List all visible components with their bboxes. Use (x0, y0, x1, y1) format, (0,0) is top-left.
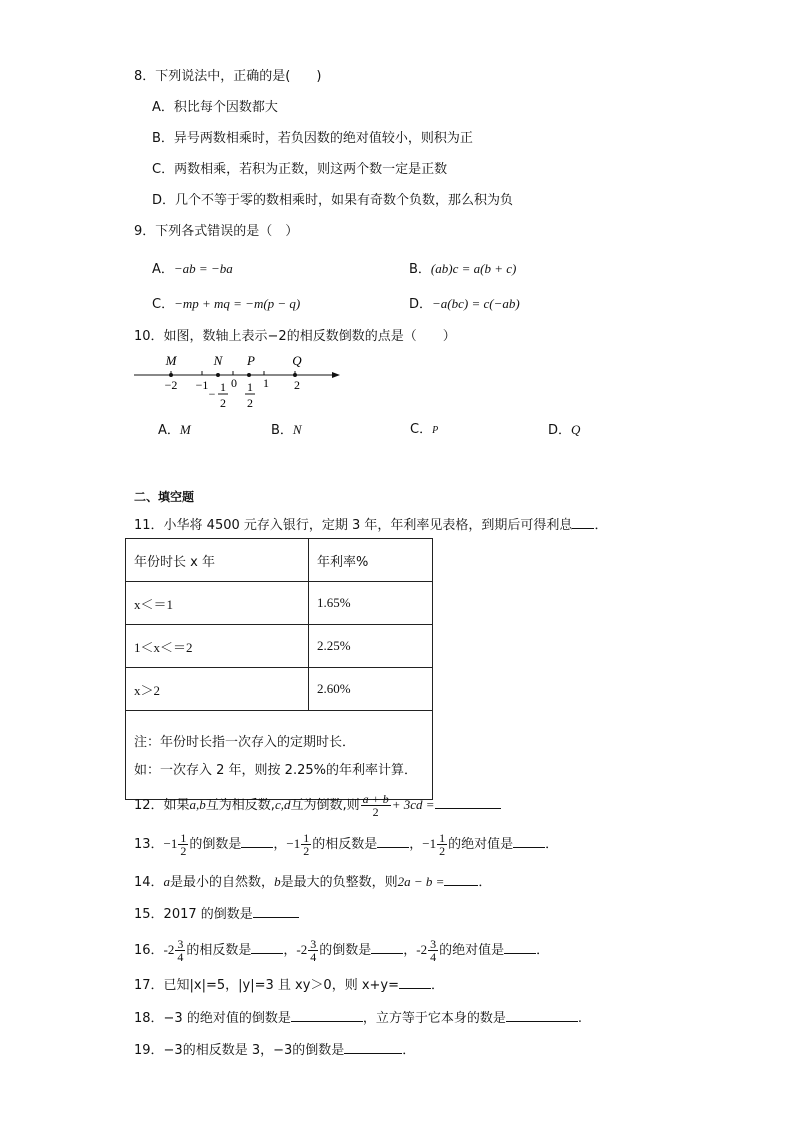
q13-fraction-3 (437, 832, 447, 857)
q12-text-2: 互为相反数, (205, 798, 275, 813)
half-den: 2 (247, 396, 253, 410)
q13-text-1: 的倒数是 (189, 837, 242, 852)
table-cell-rate: 1.65% (309, 582, 433, 625)
q12-tail: + 3cd = (391, 797, 435, 812)
q16-sep-1: ， (283, 943, 297, 958)
half-num: 1 (247, 380, 253, 394)
q12-var-cd: c,d (274, 797, 291, 812)
q13-sep-2: ， (409, 837, 423, 852)
q16-mixed-int-3: -2 (416, 942, 428, 957)
neg-half-sign: − (208, 387, 216, 401)
q16-fraction-2 (308, 938, 318, 963)
question-11-stem (134, 516, 607, 535)
question-9-stem: 9．下列各式错误的是（ ） (134, 224, 299, 239)
q13-fraction-2-num: 1 (303, 831, 310, 845)
q11-answer-blank[interactable] (572, 516, 594, 529)
q12-fraction-num: a + b (362, 792, 389, 806)
q8-option-b: B．异号两数相乘时，若负因数的绝对值较小，则积为正 (152, 131, 473, 146)
q19-text: 19．−3的相反数是 3，−3的倒数是 (134, 1043, 345, 1058)
q13-fraction-2-den: 2 (303, 844, 310, 858)
q19-end: ． (402, 1043, 416, 1058)
point-label-q: Q (292, 353, 302, 368)
q14-text-2: 是最大的负整数，则 (280, 875, 398, 890)
table-note-line-1: 注：年份时长指一次存入的定期时长． (134, 735, 356, 750)
q15-answer-blank[interactable] (253, 905, 299, 918)
q10-option-c (410, 421, 438, 440)
q13-number: 13． (134, 837, 164, 852)
table-note-row (126, 711, 433, 800)
q17-text: 17．已知|x|=5，|y|=3 且 xy＞0，则 x+y= (134, 978, 400, 993)
q14-var-a: a (163, 874, 171, 889)
q13-fraction-1-den: 2 (180, 844, 187, 858)
q16-fraction-2-den: 4 (310, 950, 317, 964)
q18-text-1: 18．−3 的绝对值的倒数是 (134, 1011, 291, 1026)
neg-half-num: 1 (220, 380, 226, 394)
tick-label--1: −1 (195, 378, 209, 392)
q10-option-d (548, 421, 580, 440)
question-10-stem: 10．如图，数轴上表示−2的相反数倒数的点是（ ） (134, 329, 456, 344)
q14-text-1: 是最小的自然数， (170, 875, 275, 890)
question-14 (134, 873, 491, 892)
q13-text-2: 的相反数是 (312, 837, 378, 852)
q16-fraction-3-den: 4 (430, 950, 437, 964)
point-n-dot (216, 373, 220, 377)
question-12 (134, 790, 501, 821)
q16-answer-blank-3[interactable] (504, 941, 536, 954)
q13-fraction-1 (178, 832, 188, 857)
q13-fraction-3-den: 2 (439, 844, 446, 858)
q10-option-b (271, 421, 302, 440)
q14-end: ． (478, 875, 492, 890)
q18-end: . (577, 1011, 582, 1026)
q9-option-a (152, 260, 233, 279)
table-note (126, 711, 433, 800)
number-line-arrow (332, 372, 340, 378)
table-header-duration: 年份时长 x 年 (126, 539, 309, 582)
q16-sep-2: ， (403, 943, 417, 958)
q16-text-2: 的倒数是 (319, 943, 372, 958)
q16-end: ． (536, 943, 550, 958)
q11-stem-end: ． (594, 518, 608, 533)
q16-mixed-int-1: -2 (163, 942, 175, 957)
q14-number: 14． (134, 875, 164, 890)
q9-option-d (409, 295, 520, 314)
q12-text-1: 12．如果 (134, 798, 190, 813)
point-q-dot (293, 373, 297, 377)
q9-option-a-expr: −ab = −ba (173, 261, 233, 276)
q9-option-b-expr: (ab)c = a(b + c) (430, 261, 517, 276)
table-cell-rate: 2.60% (309, 668, 433, 711)
q16-fraction-3 (428, 938, 438, 963)
table-row (126, 582, 433, 625)
q9-option-c (152, 295, 300, 314)
q10-option-b-value: N (292, 422, 302, 437)
table-cell-duration: x＜＝1 (126, 582, 309, 625)
tick-label-2: 2 (294, 378, 300, 392)
q16-fraction-3-num: 3 (430, 937, 437, 951)
table-row (126, 625, 433, 668)
q13-answer-blank-2[interactable] (377, 835, 409, 848)
q13-mixed-int-3: −1 (422, 836, 437, 851)
q14-expr: 2a − b = (397, 874, 445, 889)
q13-mixed-int-1: −1 (163, 836, 178, 851)
q18-answer-blank-2[interactable] (506, 1009, 578, 1022)
point-label-p: P (247, 353, 255, 368)
q9-option-b (409, 260, 516, 279)
tick-label-1: 1 (263, 376, 269, 390)
q13-fraction-1-num: 1 (180, 831, 187, 845)
question-13 (134, 829, 558, 860)
q16-text-1: 的相反数是 (186, 943, 252, 958)
table-row (126, 668, 433, 711)
number-line-figure (130, 350, 350, 416)
q8-option-a: A．积比每个因数都大 (152, 100, 278, 115)
q16-fraction-1-den: 4 (177, 950, 184, 964)
q16-mixed-int-2: -2 (296, 942, 308, 957)
table-header-rate: 年利率% (309, 539, 433, 582)
q18-answer-blank-1[interactable] (291, 1009, 363, 1022)
q10-option-a (158, 421, 191, 440)
q16-answer-blank-2[interactable] (371, 941, 403, 954)
q14-var-b: b (274, 874, 281, 889)
q9-option-d-label: D． (409, 297, 433, 312)
q17-end: ． (431, 978, 445, 993)
question-17 (134, 976, 444, 995)
q16-fraction-1-num: 3 (177, 937, 184, 951)
q10-option-a-label: A． (158, 423, 180, 438)
q13-end: ． (545, 837, 559, 852)
section-fill-in-title: 二、填空题 (134, 490, 195, 504)
q13-mixed-int-2: −1 (286, 836, 301, 851)
interest-rate-table (125, 538, 433, 800)
q14-answer-blank[interactable] (444, 873, 478, 886)
question-16 (134, 935, 549, 966)
q9-option-b-label: B． (409, 262, 431, 277)
q12-text-3: 互为倒数,则 (290, 798, 360, 813)
q9-option-a-label: A． (152, 262, 174, 277)
q9-option-c-label: C． (152, 297, 175, 312)
tick-label--2: −2 (164, 378, 178, 392)
q10-option-d-label: D． (548, 423, 572, 438)
q19-answer-blank[interactable] (344, 1041, 402, 1054)
q11-stem-text: 11．小华将 4500 元存入银行，定期 3 年，年利率见表格，到期后可得利息 (134, 518, 573, 533)
q16-answer-blank-1[interactable] (251, 941, 283, 954)
point-m-dot (169, 373, 173, 377)
neg-half-den: 2 (220, 396, 226, 410)
q16-fraction-2-num: 3 (310, 937, 317, 951)
q18-text-2: ，立方等于它本身的数是 (362, 1011, 506, 1026)
q16-number: 16． (134, 943, 164, 958)
table-cell-duration: 1＜x＜＝2 (126, 625, 309, 668)
tick-label-0: 0 (231, 376, 237, 390)
q9-option-c-expr: −mp + mq = −m(p − q) (174, 296, 301, 311)
table-cell-duration: x＞2 (126, 668, 309, 711)
q13-answer-blank-3[interactable] (513, 835, 545, 848)
q12-answer-blank[interactable] (435, 796, 501, 809)
q13-fraction-3-num: 1 (439, 831, 446, 845)
q16-fraction-1 (175, 938, 185, 963)
table-header-row (126, 539, 433, 582)
q12-fraction-den: 2 (372, 805, 379, 819)
q12-var-ab: a,b (189, 797, 206, 812)
q13-fraction-2 (301, 832, 311, 857)
point-p-dot (247, 373, 251, 377)
q10-option-a-value: M (179, 422, 191, 437)
question-18 (134, 1009, 582, 1028)
question-8-stem: 8．下列说法中，正确的是( ) (134, 69, 322, 84)
q13-answer-blank-1[interactable] (241, 835, 273, 848)
q16-text-3: 的绝对值是 (439, 943, 505, 958)
q13-sep-1: ， (273, 837, 287, 852)
point-label-m: M (165, 353, 177, 368)
table-cell-rate: 2.25% (309, 625, 433, 668)
point-label-n: N (213, 353, 223, 368)
q15-text: 15．2017 的倒数是 (134, 907, 253, 922)
q10-option-c-value: P (432, 425, 439, 436)
q13-text-3: 的绝对值是 (448, 837, 514, 852)
q10-option-c-label: C． (410, 422, 433, 437)
question-15 (134, 905, 299, 924)
q10-option-b-label: B． (271, 423, 293, 438)
q17-answer-blank[interactable] (399, 976, 431, 989)
table-note-line-2: 如：一次存入 2 年，则按 2.25%的年利率计算． (134, 763, 417, 778)
q10-option-d-value: Q (571, 422, 581, 437)
q8-option-d: D．几个不等于零的数相乘时，如果有奇数个负数，那么积为负 (152, 193, 514, 208)
q8-option-c: C．两数相乘，若积为正数，则这两个数一定是正数 (152, 162, 448, 177)
q9-option-d-expr: −a(bc) = c(−ab) (432, 296, 520, 311)
question-19 (134, 1041, 415, 1060)
q12-fraction (361, 793, 391, 818)
